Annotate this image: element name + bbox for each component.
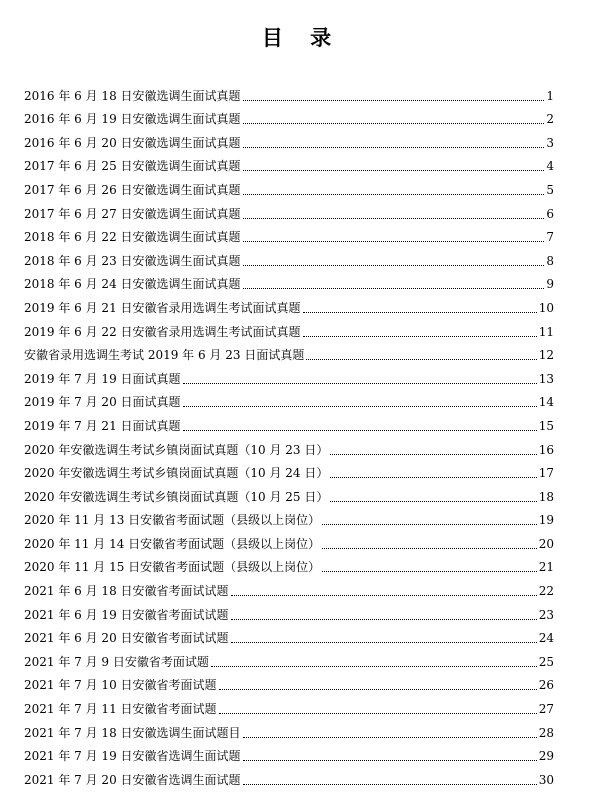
toc-entry[interactable] — [24, 363, 554, 387]
toc-entry[interactable] — [24, 269, 554, 293]
dot-leader — [231, 595, 537, 596]
toc-entry-page-number: 11 — [538, 324, 554, 339]
toc-entry-page-number: 8 — [546, 253, 554, 268]
dot-leader — [219, 689, 537, 690]
toc-entry-title: 2017 年 6 月 27 日安徽选调生面试真题 — [24, 206, 241, 221]
toc-entry[interactable] — [24, 575, 554, 599]
toc-entry-title: 2019 年 6 月 21 日安徽省录用选调生考试面试真题 — [24, 300, 301, 315]
toc-entry-page-number: 19 — [538, 513, 554, 528]
toc-entry[interactable] — [24, 458, 554, 482]
toc-entry-page-number: 12 — [538, 348, 554, 363]
toc-entry-page-number: 14 — [538, 395, 554, 410]
table-of-contents — [24, 80, 554, 788]
dot-leader — [243, 737, 537, 738]
toc-entry-title: 2021 年 7 月 20 日安徽省选调生面试题 — [24, 772, 241, 787]
toc-entry[interactable] — [24, 764, 554, 788]
toc-entry[interactable] — [24, 528, 554, 552]
toc-entry-title: 2021 年 7 月 10 日安徽省考面试题 — [24, 678, 217, 693]
toc-entry[interactable] — [24, 174, 554, 198]
toc-entry[interactable] — [24, 670, 554, 694]
toc-entry-page-number: 7 — [546, 230, 554, 245]
toc-entry-page-number: 13 — [538, 371, 554, 386]
dot-leader — [322, 571, 537, 572]
toc-entry[interactable] — [24, 505, 554, 529]
dot-leader — [243, 241, 545, 242]
toc-entry-page-number: 20 — [538, 536, 554, 551]
dot-leader — [243, 100, 545, 101]
toc-entry[interactable] — [24, 693, 554, 717]
dot-leader — [183, 406, 537, 407]
toc-entry-title: 2020 年 11 月 13 日安徽省考面试题（县级以上岗位） — [24, 513, 321, 528]
toc-entry[interactable] — [24, 127, 554, 151]
toc-entry-title: 2019 年 7 月 20 日面试真题 — [24, 395, 181, 410]
dot-leader — [231, 619, 537, 620]
dot-leader — [183, 383, 537, 384]
toc-entry-page-number: 5 — [546, 182, 554, 197]
toc-entry-page-number: 1 — [546, 88, 554, 103]
dot-leader — [243, 784, 537, 785]
toc-entry-title: 2021 年 6 月 19 日安徽省考面试试题 — [24, 607, 229, 622]
dot-leader — [243, 760, 537, 761]
toc-entry-page-number: 24 — [538, 631, 554, 646]
toc-entry[interactable] — [24, 481, 554, 505]
dot-leader — [243, 170, 545, 171]
toc-entry-title: 2019 年 6 月 22 日安徽省录用选调生考试面试真题 — [24, 324, 301, 339]
toc-entry-title: 2021 年 7 月 19 日安徽省选调生面试题 — [24, 749, 241, 764]
toc-entry-page-number: 6 — [546, 206, 554, 221]
dot-leader — [303, 336, 537, 337]
toc-entry-page-number: 10 — [538, 300, 554, 315]
toc-entry[interactable] — [24, 292, 554, 316]
toc-entry-title: 2016 年 6 月 20 日安徽选调生面试真题 — [24, 135, 241, 150]
toc-entry-page-number: 28 — [538, 725, 554, 740]
toc-entry-page-number: 15 — [538, 418, 554, 433]
toc-entry[interactable] — [24, 198, 554, 222]
dot-leader — [303, 312, 537, 313]
dot-leader — [231, 642, 537, 643]
toc-entry-title: 2020 年安徽选调生考试乡镇岗面试真题（10 月 25 日） — [24, 489, 329, 504]
toc-entry-title: 2017 年 6 月 26 日安徽选调生面试真题 — [24, 182, 241, 197]
toc-entry-page-number: 18 — [538, 489, 554, 504]
toc-entry-title: 2019 年 7 月 19 日面试真题 — [24, 371, 181, 386]
toc-entry-page-number: 17 — [538, 466, 554, 481]
toc-entry-title: 2018 年 6 月 23 日安徽选调生面试真题 — [24, 253, 241, 268]
toc-entry-page-number: 25 — [538, 654, 554, 669]
toc-entry-page-number: 2 — [546, 112, 554, 127]
toc-entry-title: 2020 年 11 月 14 日安徽省考面试题（县级以上岗位） — [24, 536, 321, 551]
toc-entry[interactable] — [24, 340, 554, 364]
toc-entry[interactable] — [24, 434, 554, 458]
dot-leader — [330, 501, 536, 502]
toc-entry-page-number: 23 — [538, 607, 554, 622]
toc-entry[interactable] — [24, 222, 554, 246]
dot-leader — [243, 147, 545, 148]
toc-entry-page-number: 30 — [538, 772, 554, 787]
toc-entry-title: 2021 年 7 月 11 日安徽省考面试题 — [24, 702, 217, 717]
toc-entry-title: 2020 年 11 月 15 日安徽省考面试题（县级以上岗位） — [24, 560, 321, 575]
toc-entry-title: 2016 年 6 月 18 日安徽选调生面试真题 — [24, 88, 241, 103]
toc-entry-title: 2021 年 7 月 18 日安徽选调生面试题目 — [24, 725, 241, 740]
toc-entry-page-number: 16 — [538, 442, 554, 457]
toc-entry-title: 2020 年安徽选调生考试乡镇岗面试真题（10 月 24 日） — [24, 466, 329, 481]
dot-leader — [243, 288, 545, 289]
dot-leader — [322, 524, 537, 525]
toc-title: 目 录 — [261, 25, 342, 50]
toc-entry[interactable] — [24, 717, 554, 741]
toc-entry-title: 2021 年 6 月 18 日安徽省考面试试题 — [24, 584, 229, 599]
toc-entry-page-number: 21 — [538, 560, 554, 575]
toc-entry[interactable] — [24, 316, 554, 340]
toc-entry-title: 2018 年 6 月 24 日安徽选调生面试真题 — [24, 277, 241, 292]
dot-leader — [183, 430, 537, 431]
toc-entry[interactable] — [24, 245, 554, 269]
toc-entry[interactable] — [24, 151, 554, 175]
toc-entry[interactable] — [24, 623, 554, 647]
dot-leader — [211, 666, 537, 667]
toc-entry-title: 2016 年 6 月 19 日安徽选调生面试真题 — [24, 112, 241, 127]
dot-leader — [243, 194, 545, 195]
dot-leader — [219, 713, 537, 714]
toc-entry[interactable] — [24, 599, 554, 623]
toc-entry-title: 2021 年 7 月 9 日安徽省考面试题 — [24, 654, 209, 669]
dot-leader — [322, 548, 537, 549]
dot-leader — [243, 265, 545, 266]
toc-entry-page-number: 26 — [538, 678, 554, 693]
toc-entry[interactable] — [24, 410, 554, 434]
toc-entry-title: 2020 年安徽选调生考试乡镇岗面试真题（10 月 23 日） — [24, 442, 329, 457]
dot-leader — [306, 359, 536, 360]
toc-entry[interactable] — [24, 104, 554, 128]
toc-entry-title: 2019 年 7 月 21 日面试真题 — [24, 418, 181, 433]
toc-entry-title: 安徽省录用选调生考试 2019 年 6 月 23 日面试真题 — [24, 348, 305, 363]
toc-entry[interactable] — [24, 80, 554, 104]
toc-entry-page-number: 27 — [538, 702, 554, 717]
toc-entry[interactable] — [24, 646, 554, 670]
toc-entry[interactable] — [24, 387, 554, 411]
toc-entry-title: 2021 年 6 月 20 日安徽省考面试试题 — [24, 631, 229, 646]
dot-leader — [330, 477, 536, 478]
dot-leader — [243, 123, 545, 124]
toc-entry[interactable] — [24, 552, 554, 576]
toc-entry-page-number: 29 — [538, 749, 554, 764]
toc-entry-title: 2018 年 6 月 22 日安徽选调生面试真题 — [24, 230, 241, 245]
toc-entry-title: 2017 年 6 月 25 日安徽选调生面试真题 — [24, 159, 241, 174]
toc-entry-page-number: 3 — [546, 135, 554, 150]
toc-entry-page-number: 4 — [546, 159, 554, 174]
toc-entry[interactable] — [24, 741, 554, 765]
toc-entry-page-number: 9 — [546, 277, 554, 292]
dot-leader — [243, 218, 545, 219]
dot-leader — [330, 454, 536, 455]
toc-entry-page-number: 22 — [538, 584, 554, 599]
